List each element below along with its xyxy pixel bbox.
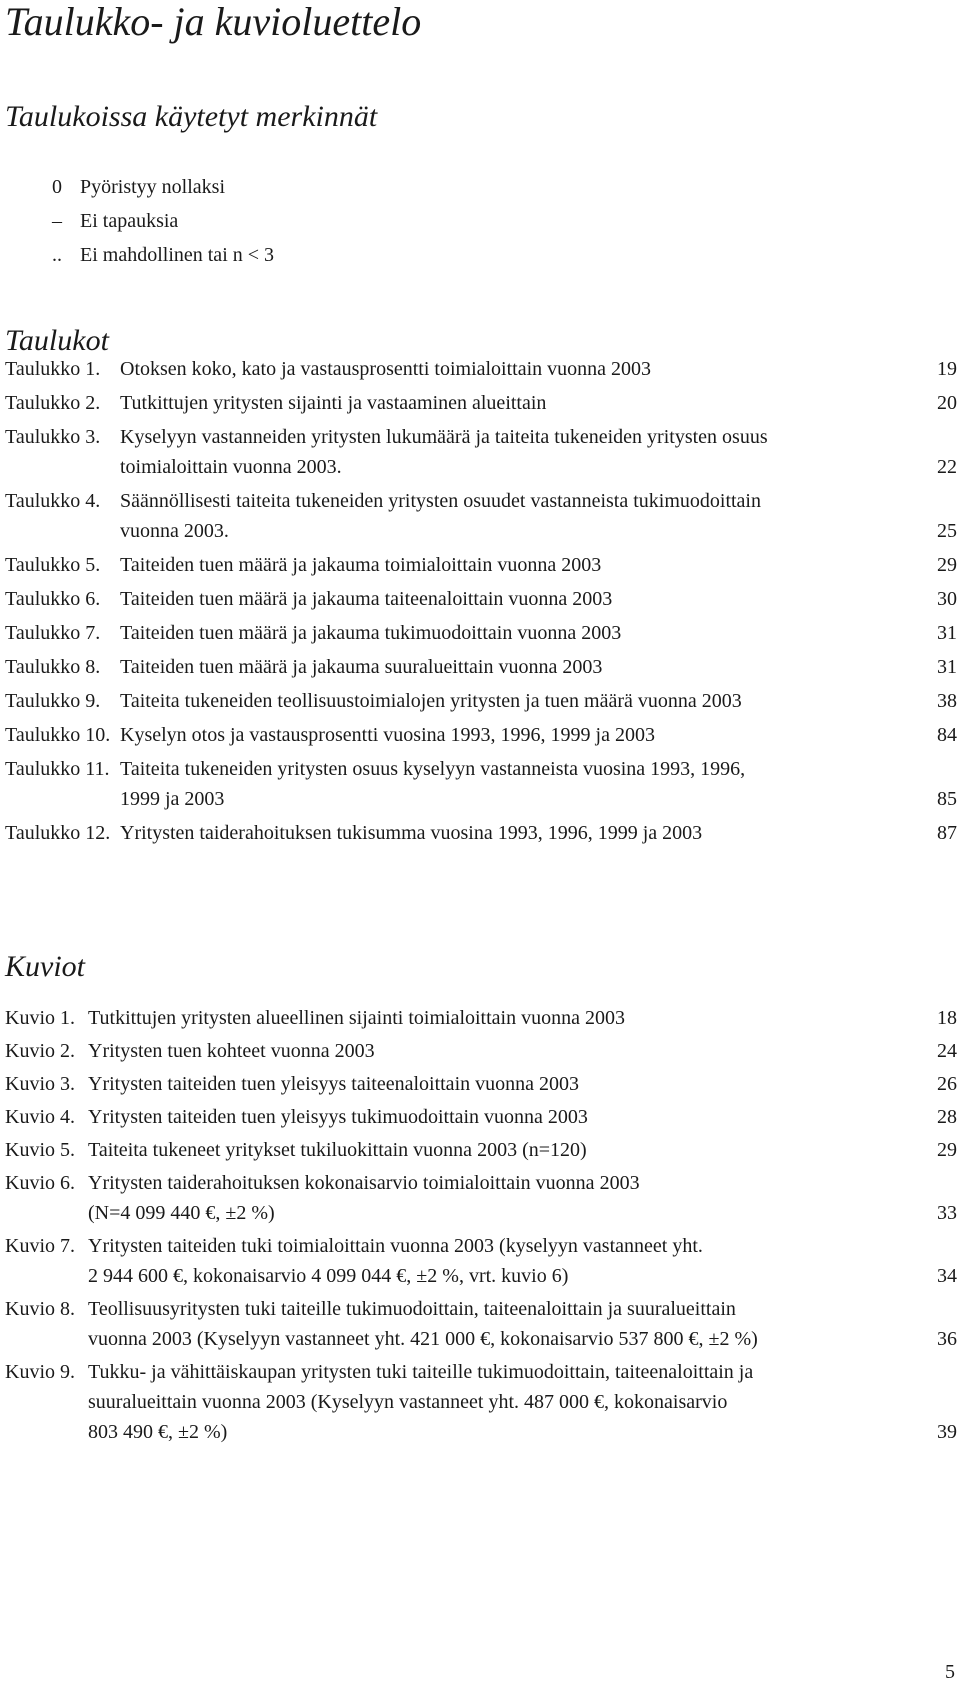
figure-entry — [5, 1036, 957, 1066]
entry-title — [120, 754, 745, 814]
entry-label: Kuvio 4. — [5, 1106, 75, 1128]
entry-title — [88, 1168, 640, 1228]
entry-page-number: 29 — [937, 1139, 957, 1161]
entry-title — [88, 1003, 625, 1033]
entry-label: Kuvio 5. — [5, 1139, 75, 1161]
table-entry — [5, 818, 957, 848]
entry-label: Taulukko 11. — [5, 758, 110, 780]
entry-title-line: Teollisuusyritysten tuki taiteille tukimuodoittain, taiteenaloittain ja suuralueittain — [88, 1298, 736, 1320]
entry-label: Taulukko 1. — [5, 358, 101, 380]
entry-title — [120, 584, 612, 614]
entry-title-line: Kyselyn otos ja vastausprosentti vuosina 1993, 1996, 1999 ja 2003 — [120, 724, 655, 746]
entry-title-line: Yritysten taiderahoituksen kokonaisarvio toimialoittain vuonna 2003 — [88, 1172, 640, 1194]
entry-title-line: Taiteiden tuen määrä ja jakauma toimialoittain vuonna 2003 — [120, 554, 602, 576]
legend-item — [52, 238, 552, 272]
entry-label: Kuvio 7. — [5, 1235, 75, 1257]
entry-page-number: 34 — [937, 1265, 957, 1287]
entry-label: Taulukko 3. — [5, 426, 101, 448]
entry-title-line: Taiteita tukeneiden teollisuustoimialojen yritysten ja tuen määrä vuonna 2003 — [120, 690, 742, 712]
entry-page-number: 31 — [937, 656, 957, 678]
entry-page-number: 28 — [937, 1106, 957, 1128]
entry-page-number: 18 — [937, 1007, 957, 1029]
entry-page-number: 36 — [937, 1328, 957, 1350]
entry-title-line: Yritysten taiteiden tuen yleisyys tukimuodoittain vuonna 2003 — [88, 1106, 588, 1128]
entry-title — [120, 486, 761, 546]
notation-legend — [52, 170, 552, 272]
entry-label: Taulukko 10. — [5, 724, 111, 746]
legend-item — [52, 170, 552, 204]
table-entry — [5, 584, 957, 614]
table-entry — [5, 388, 957, 418]
entry-title-line: Säännöllisesti taiteita tukeneiden yritysten osuudet vastanneista tukimuodoittain — [120, 490, 761, 512]
figure-list — [5, 1003, 957, 1450]
table-entry — [5, 652, 957, 682]
figure-entry — [5, 1135, 957, 1165]
entry-title — [120, 354, 651, 384]
entry-label: Taulukko 2. — [5, 392, 101, 414]
entry-title-line: (N=4 099 440 €, ±2 %) — [88, 1202, 275, 1224]
legend-symbol: .. — [52, 244, 62, 266]
table-list — [5, 354, 957, 852]
entry-page-number: 29 — [937, 554, 957, 576]
entry-title-line: Taiteiden tuen määrä ja jakauma tukimuodoittain vuonna 2003 — [120, 622, 622, 644]
entry-page-number: 20 — [937, 392, 957, 414]
entry-title — [88, 1102, 588, 1132]
table-entry — [5, 686, 957, 716]
entry-page-number: 22 — [937, 456, 957, 478]
entry-title-line: Otoksen koko, kato ja vastausprosentti toimialoittain vuonna 2003 — [120, 358, 652, 380]
table-entry — [5, 486, 957, 546]
legend-text: Pyöristyy nollaksi — [80, 176, 226, 198]
entry-label: Kuvio 6. — [5, 1172, 75, 1194]
entry-title — [88, 1357, 753, 1447]
entry-label: Kuvio 1. — [5, 1007, 75, 1029]
entry-title — [120, 720, 655, 750]
entry-page-number: 25 — [937, 520, 957, 542]
entry-label: Taulukko 7. — [5, 622, 101, 644]
entry-title-line: toimialoittain vuonna 2003. — [120, 456, 342, 478]
figure-entry — [5, 1294, 957, 1354]
entry-page-number: 87 — [937, 822, 957, 844]
entry-title-line: Taiteita tukeneiden yritysten osuus kyselyyn vastanneista vuosina 1993, 1996, — [120, 758, 746, 780]
entry-title-line: Taiteita tukeneet yritykset tukiluokittain vuonna 2003 (n=120) — [88, 1139, 587, 1161]
entry-title — [120, 686, 742, 716]
entry-page-number: 85 — [937, 788, 957, 810]
entry-label: Taulukko 5. — [5, 554, 101, 576]
entry-title-line: Kyselyyn vastanneiden yritysten lukumäärä ja taiteita tukeneiden yritysten osuus — [120, 426, 768, 448]
figure-entry — [5, 1102, 957, 1132]
entry-title — [120, 550, 601, 580]
entry-title-line: vuonna 2003. — [120, 520, 229, 542]
entry-title — [88, 1036, 375, 1066]
entry-title-line: Taiteiden tuen määrä ja jakauma suuralueittain vuonna 2003 — [120, 656, 603, 678]
figure-entry — [5, 1231, 957, 1291]
legend-symbol: 0 — [52, 176, 62, 198]
table-entry — [5, 720, 957, 750]
page-heading: Taulukko- ja kuvioluettelo — [5, 0, 422, 44]
entry-title-line: Tutkittujen yritysten alueellinen sijainti toimialoittain vuonna 2003 — [88, 1007, 625, 1029]
figure-entry — [5, 1168, 957, 1228]
tables-heading: Taulukot — [5, 324, 109, 357]
entry-title-line: Tukku- ja vähittäiskaupan yritysten tuki taiteille tukimuodoittain, taiteenaloittain ja — [88, 1361, 754, 1383]
entry-label: Taulukko 9. — [5, 690, 101, 712]
entry-title-line: 2 944 600 €, kokonaisarvio 4 099 044 €, ±2 %, vrt. kuvio 6) — [88, 1265, 569, 1287]
figure-entry — [5, 1069, 957, 1099]
entry-title-line: 803 490 €, ±2 %) — [88, 1421, 228, 1443]
entry-title — [120, 818, 702, 848]
entry-title — [120, 618, 621, 648]
table-entry — [5, 550, 957, 580]
entry-title-line: Taiteiden tuen määrä ja jakauma taiteenaloittain vuonna 2003 — [120, 588, 613, 610]
entry-page-number: 30 — [937, 588, 957, 610]
entry-title-line: Yritysten taiderahoituksen tukisumma vuosina 1993, 1996, 1999 ja 2003 — [120, 822, 703, 844]
entry-title — [88, 1135, 587, 1165]
entry-title-line: Yritysten tuen kohteet vuonna 2003 — [88, 1040, 375, 1062]
legend-symbol: – — [52, 210, 62, 232]
entry-label: Kuvio 2. — [5, 1040, 75, 1062]
figure-entry — [5, 1003, 957, 1033]
entry-label: Taulukko 8. — [5, 656, 101, 678]
entry-title-line: Yritysten taiteiden tuki toimialoittain vuonna 2003 (kyselyyn vastanneet yht. — [88, 1235, 703, 1257]
entry-title-line: Tutkittujen yritysten sijainti ja vastaaminen alueittain — [120, 392, 547, 414]
entry-label: Taulukko 12. — [5, 822, 111, 844]
entry-label: Kuvio 9. — [5, 1361, 75, 1383]
entry-title-line: Yritysten taiteiden tuen yleisyys taiteenaloittain vuonna 2003 — [88, 1073, 579, 1095]
table-entry — [5, 422, 957, 482]
legend-text: Ei mahdollinen tai n < 3 — [80, 244, 275, 266]
entry-page-number: 26 — [937, 1073, 957, 1095]
entry-label: Kuvio 8. — [5, 1298, 75, 1320]
figure-entry — [5, 1357, 957, 1447]
entry-page-number: 19 — [937, 358, 957, 380]
entry-page-number: 24 — [937, 1040, 957, 1062]
entry-title-line: vuonna 2003 (Kyselyyn vastanneet yht. 421 000 €, kokonaisarvio 537 800 €, ±2 %) — [88, 1328, 758, 1350]
page-folio: 5 — [945, 1661, 955, 1683]
table-entry — [5, 354, 957, 384]
entry-label: Kuvio 3. — [5, 1073, 75, 1095]
entry-title — [88, 1294, 758, 1354]
table-entry — [5, 618, 957, 648]
legend-item — [52, 204, 552, 238]
entry-page-number: 84 — [937, 724, 957, 746]
entry-page-number: 38 — [937, 690, 957, 712]
entry-label: Taulukko 4. — [5, 490, 101, 512]
entry-page-number: 33 — [937, 1202, 957, 1224]
entry-title-line: 1999 ja 2003 — [120, 788, 225, 810]
entry-page-number: 31 — [937, 622, 957, 644]
entry-title-line: suuralueittain vuonna 2003 (Kyselyyn vastanneet yht. 487 000 €, kokonaisarvio — [88, 1391, 728, 1413]
legend-text: Ei tapauksia — [80, 210, 179, 232]
entry-page-number: 39 — [937, 1421, 957, 1443]
entry-title — [120, 388, 546, 418]
entry-title — [88, 1231, 703, 1291]
table-entry — [5, 754, 957, 814]
notation-heading: Taulukoissa käytetyt merkinnät — [5, 100, 378, 133]
entry-title — [88, 1069, 579, 1099]
figures-heading: Kuviot — [5, 950, 85, 983]
entry-title — [120, 422, 768, 482]
entry-title — [120, 652, 602, 682]
entry-label: Taulukko 6. — [5, 588, 101, 610]
